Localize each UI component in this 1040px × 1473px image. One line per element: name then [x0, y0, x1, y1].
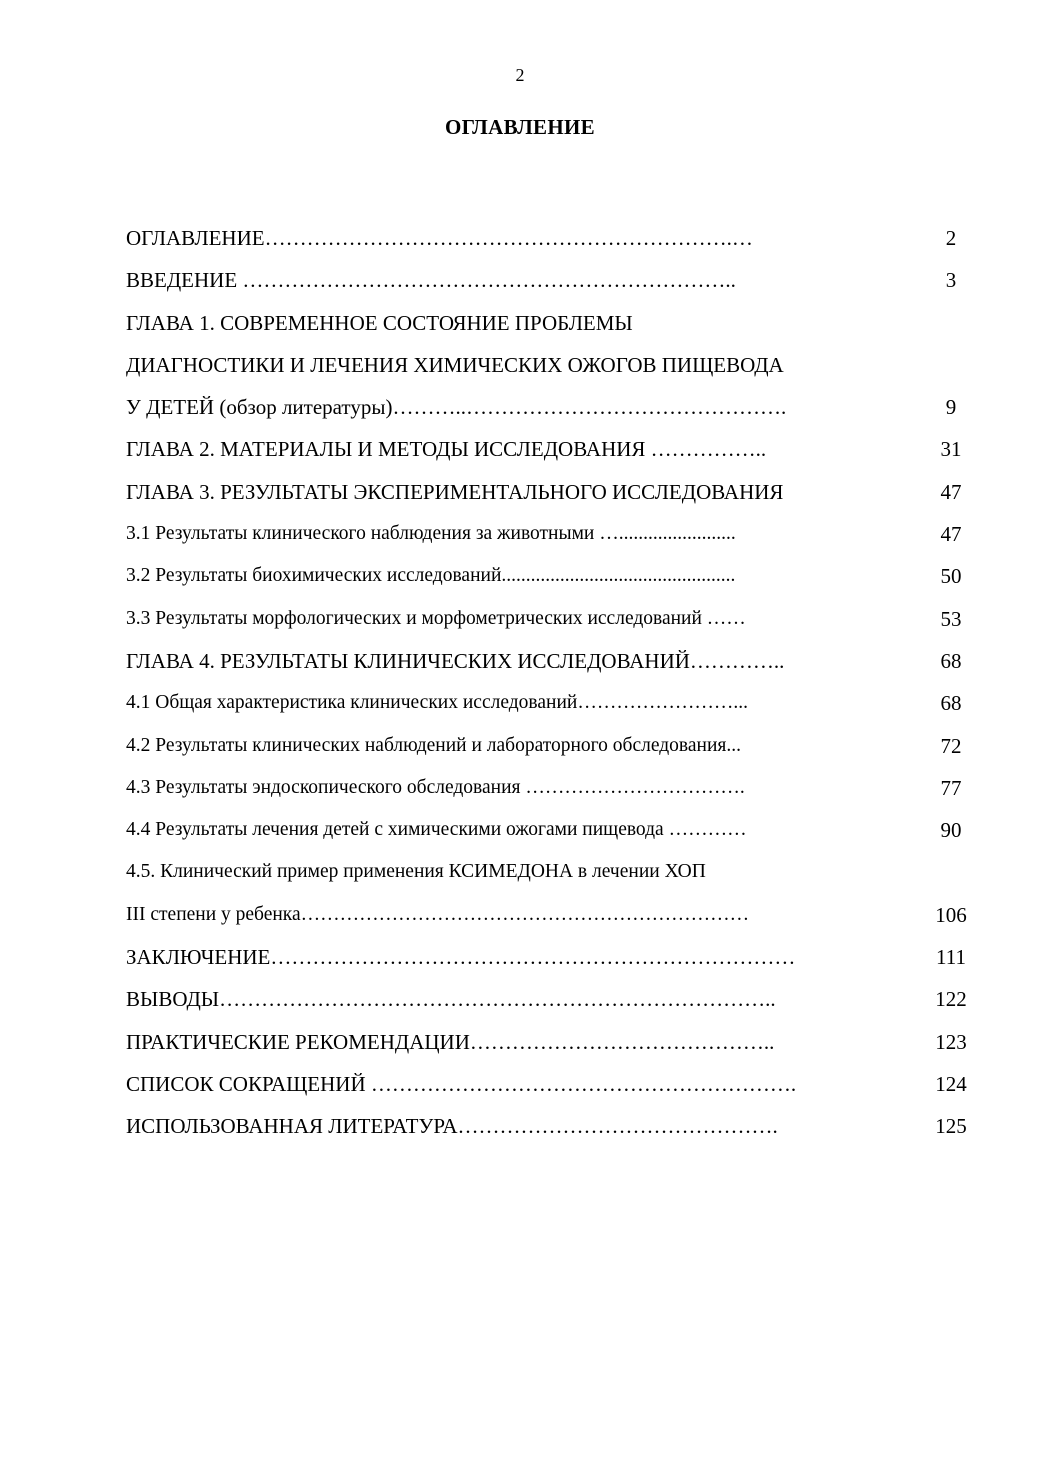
toc-entry[interactable]	[126, 936, 986, 978]
toc-entry-page: 77	[940, 775, 962, 800]
toc-entry-page: 124	[935, 1071, 967, 1096]
toc-entry[interactable]	[126, 725, 986, 767]
toc-entry-title: ГЛАВА 3. РЕЗУЛЬТАТЫ ЭКСПЕРИМЕНТАЛЬНОГО ИССЛЕДОВАНИЯ	[126, 479, 784, 504]
toc-entry[interactable]	[126, 1021, 986, 1063]
toc-entry[interactable]	[126, 894, 986, 936]
toc-entry-title: 4.3 Результаты эндоскопического обследования …………………………….	[126, 776, 745, 798]
toc-entry-page: 111	[936, 945, 966, 970]
toc-entry[interactable]	[126, 217, 986, 259]
toc-entry-title: 3.1 Результаты клинического наблюдения за животными …........................	[126, 523, 736, 545]
toc-entry-title: ДИАГНОСТИКИ И ЛЕЧЕНИЯ ХИМИЧЕСКИХ ОЖОГОВ ПИЩЕВОДА	[126, 352, 784, 377]
toc-entry-page: 47	[940, 522, 962, 547]
toc-entry[interactable]	[126, 767, 986, 809]
toc-entry-page: 47	[940, 479, 962, 504]
toc-entry-title: ГЛАВА 4. РЕЗУЛЬТАТЫ КЛИНИЧЕСКИХ ИССЛЕДОВАНИЙ…………..	[126, 648, 785, 673]
toc-entry[interactable]	[126, 682, 986, 724]
toc-entry[interactable]	[126, 386, 986, 428]
toc-entry-title: СПИСОК СОКРАЩЕНИЙ …………………………………………………….	[126, 1071, 797, 1096]
toc-entry-title: ГЛАВА 2. МАТЕРИАЛЫ И МЕТОДЫ ИССЛЕДОВАНИЯ ……………..	[126, 437, 767, 462]
toc-entry-page: 106	[935, 902, 967, 927]
toc-entry[interactable]	[126, 1063, 986, 1105]
toc-entry-title: 3.2 Результаты биохимических исследований................................................	[126, 565, 736, 587]
toc-entry-page: 53	[940, 606, 962, 631]
toc-entry[interactable]	[126, 471, 986, 513]
toc-entry[interactable]	[126, 344, 986, 386]
toc-entry[interactable]	[126, 598, 986, 640]
toc-entry-title: ВЫВОДЫ……………………………………………………………………..	[126, 987, 776, 1012]
toc-entry-title: ОГЛАВЛЕНИЕ………………………………………………………….…	[126, 226, 753, 250]
table-of-contents	[126, 217, 986, 1148]
toc-entry-page: 122	[935, 987, 967, 1012]
toc-entry[interactable]	[126, 1105, 986, 1147]
toc-entry-page: 2	[945, 226, 957, 250]
toc-entry-page: 68	[940, 648, 962, 673]
toc-entry-page: 50	[940, 564, 962, 589]
toc-entry[interactable]	[126, 978, 986, 1020]
toc-entry-page: 123	[935, 1029, 967, 1054]
toc-entry-title: 4.5. Клинический пример применения КСИМЕДОНА в лечении ХОП	[126, 861, 706, 883]
toc-entry-title: III степени у ребенка……………………………………………………………	[126, 903, 750, 925]
toc-entry-title: ВВЕДЕНИЕ ……………………………………………………………..	[126, 268, 736, 293]
toc-entry-title: 4.4 Результаты лечения детей с химическими ожогами пищевода …………	[126, 819, 747, 841]
toc-entry-title: ИСПОЛЬЗОВАННАЯ ЛИТЕРАТУРА……………………………………….	[126, 1114, 778, 1139]
toc-entry-page: 31	[940, 437, 962, 462]
toc-entry-title: 3.3 Результаты морфологических и морфометрических исследований ……	[126, 607, 746, 629]
toc-entry-title: У ДЕТЕЙ (обзор литературы)………..……………………………………….	[126, 395, 787, 420]
toc-entry-title: 4.2 Результаты клинических наблюдений и лабораторного обследования...	[126, 734, 742, 756]
toc-entry[interactable]	[126, 851, 986, 893]
toc-entry[interactable]	[126, 513, 986, 555]
toc-entry-page: 72	[940, 733, 962, 758]
toc-entry-title: ПРАКТИЧЕСКИЕ РЕКОМЕНДАЦИИ……………………………………..	[126, 1029, 775, 1054]
toc-entry[interactable]	[126, 428, 986, 470]
toc-entry-title: ЗАКЛЮЧЕНИЕ…………………………………………………………………	[126, 945, 796, 970]
toc-entry-page: 90	[940, 818, 962, 843]
toc-entry[interactable]	[126, 302, 986, 344]
toc-entry[interactable]	[126, 555, 986, 597]
toc-entry[interactable]	[126, 259, 986, 301]
toc-entry-title: ГЛАВА 1. СОВРЕМЕННОЕ СОСТОЯНИЕ ПРОБЛЕМЫ	[126, 310, 633, 335]
toc-entry-page: 3	[945, 268, 957, 293]
toc-entry[interactable]	[126, 640, 986, 682]
toc-heading: ОГЛАВЛЕНИЕ	[445, 115, 595, 139]
toc-entry-page: 125	[935, 1114, 967, 1139]
page-number: 2	[515, 65, 525, 85]
toc-entry-page: 68	[940, 691, 962, 716]
toc-entry-page: 9	[945, 395, 957, 420]
toc-entry-title: 4.1 Общая характеристика клинических исследований……………………...	[126, 692, 748, 714]
toc-entry[interactable]	[126, 809, 986, 851]
